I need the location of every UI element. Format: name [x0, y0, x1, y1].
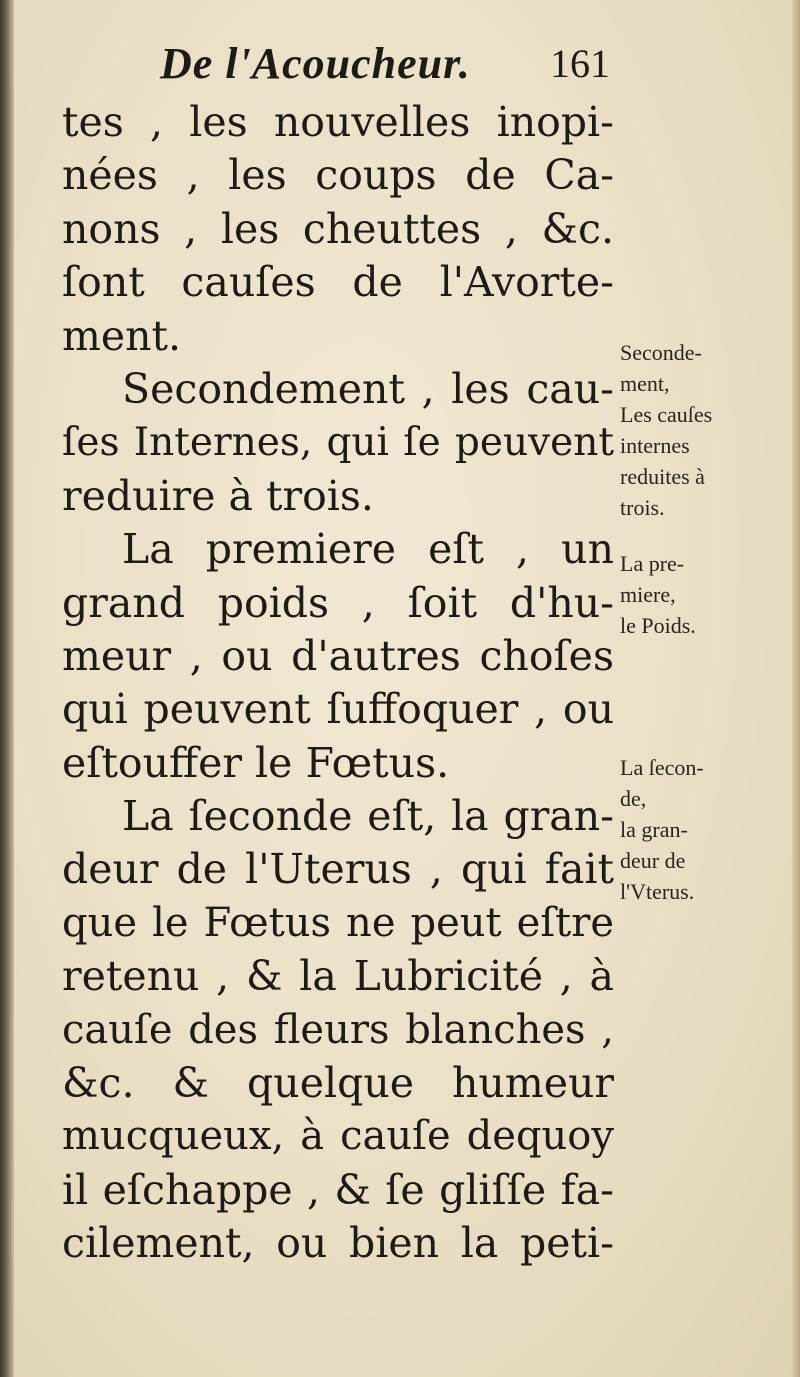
margin-note [620, 337, 790, 523]
text-line: retenu , & la Lubricité , à [62, 952, 614, 1001]
margin-note-line: ment, [620, 371, 670, 396]
margin-note [620, 752, 790, 907]
margin-note-line: Seconde- [620, 340, 702, 365]
text-line: reduire à trois. [62, 471, 374, 520]
text-line: deur de l'Uterus , qui fait [62, 845, 614, 894]
margin-note [620, 548, 790, 641]
margin-note-line: Les cauſes [620, 402, 713, 427]
page-number: 161 [550, 41, 610, 86]
margin-note-line: trois. [620, 495, 665, 520]
text-line: ſont cauſes de l'Avorte- [62, 258, 614, 307]
margin-note-line: reduites à [620, 464, 705, 489]
margin-note-line: le Poids. [620, 613, 696, 638]
text-line: qui peuvent ſuffoquer , ou [62, 685, 614, 734]
page-binding [0, 0, 14, 1377]
margin-note-line: internes [620, 433, 690, 458]
text-line: eſtouffer le Fœtus. [62, 738, 450, 787]
margin-note-line: deur de [620, 848, 686, 873]
margin-note-line: de, [620, 786, 647, 811]
text-line: &c. & quelque humeur [62, 1059, 614, 1108]
text-line: nées , les coups de Ca- [62, 151, 614, 200]
text-line: grand poids , ſoit d'hu- [62, 578, 614, 627]
running-head: De l'Acoucheur. [160, 39, 471, 88]
text-line: mucqueux, à cauſe dequoy [62, 1113, 614, 1160]
margin-note-line: La ſecon- [620, 755, 704, 780]
margin-note-line: miere, [620, 582, 676, 607]
page-header [160, 38, 610, 98]
text-line: que le Fœtus ne peut eſtre [62, 899, 614, 946]
text-line: meur , ou d'autres choſes [62, 631, 614, 680]
text-line: ſes Internes, qui ſe peuvent [62, 420, 614, 466]
text-line: La ſeconde eſt, la gran- [122, 792, 614, 841]
margin-note-line: La pre- [620, 551, 685, 576]
text-line: cauſe des fleurs blanches , [62, 1006, 614, 1053]
text-line: La premiere eſt , un [122, 525, 614, 574]
text-line: Secondement , les cau- [122, 364, 614, 413]
text-line: cilement, ou bien la peti- [62, 1219, 614, 1268]
text-line: ment. [62, 311, 182, 360]
text-line: nons , les cheuttes , &c. [62, 204, 614, 253]
margin-note-line: la gran- [620, 817, 688, 842]
page-edge [792, 0, 800, 1377]
body-text [62, 96, 614, 1271]
text-line: tes , les nouvelles inopi- [62, 98, 614, 146]
margin-note-line: l'Vterus. [620, 879, 695, 904]
text-line: il eſchappe , & ſe gliſſe fa- [62, 1165, 614, 1214]
